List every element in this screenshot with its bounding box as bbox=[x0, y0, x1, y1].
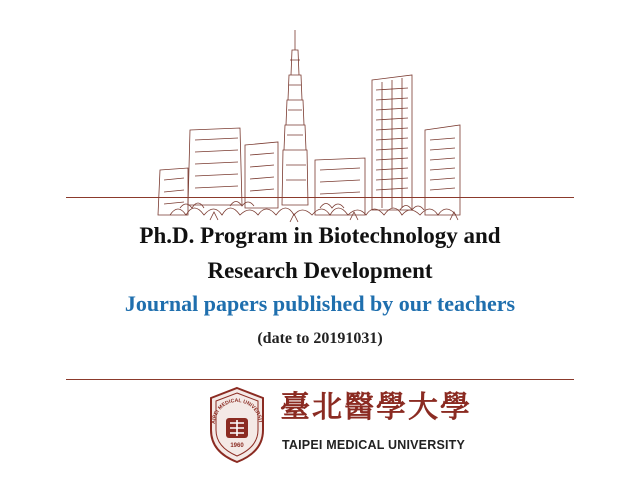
university-seal-icon bbox=[205, 384, 269, 464]
subtitle: Journal papers published by our teachers bbox=[124, 291, 516, 316]
university-name-english: TAIPEI MEDICAL UNIVERSITY bbox=[282, 438, 466, 452]
program-title-line2: Research Development bbox=[207, 258, 433, 283]
program-title-line1: Ph.D. Program in Biotechnology and bbox=[139, 223, 501, 248]
university-name-chinese: 臺北醫學大學 bbox=[280, 390, 472, 425]
seal-year: 1960 bbox=[230, 443, 244, 449]
bottom-divider-line bbox=[66, 379, 574, 380]
skyline-sketch-illustration bbox=[150, 20, 490, 225]
date-note: (date to 20191031) bbox=[257, 330, 383, 347]
top-divider-line bbox=[66, 197, 574, 198]
seal-ring-text: AIPEI MEDICAL UNIVERSIT bbox=[210, 397, 264, 425]
